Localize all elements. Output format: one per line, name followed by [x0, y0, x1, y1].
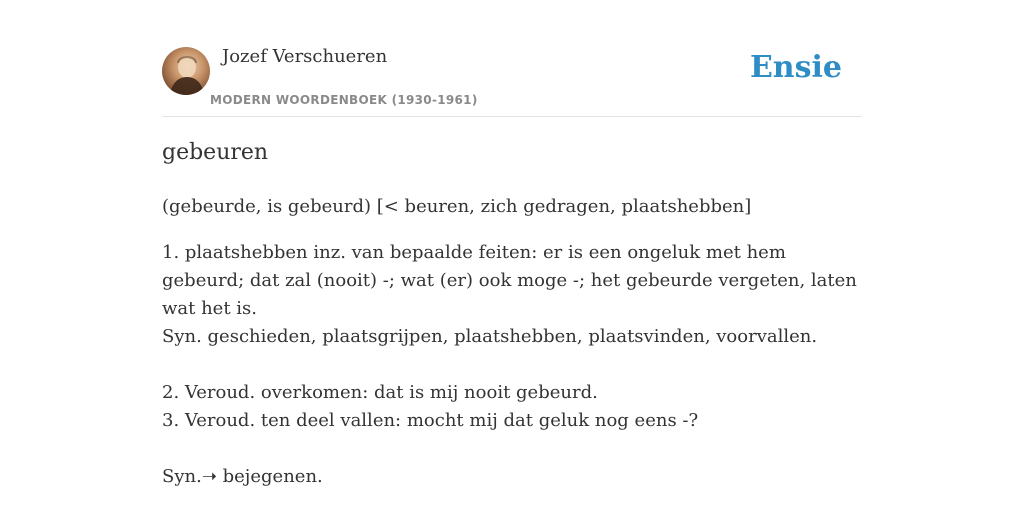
- author-portrait-icon: [162, 47, 210, 95]
- definition-1: 1. plaatshebben inz. van bepaalde feiten: er is een ongeluk met hem gebeurd; dat zal (nooit) -; wat (er) ook moge -; het gebeurde vergeten, laten wat het is.: [162, 242, 857, 319]
- synonyms-2: Syn.➝ bejegenen.: [162, 466, 323, 487]
- brand-logo[interactable]: Ensie: [749, 50, 842, 85]
- author-avatar[interactable]: [162, 47, 210, 95]
- author-name[interactable]: Jozef Verschueren: [222, 46, 388, 67]
- word-forms: (gebeurde, is gebeurd) [< beuren, zich gedragen, plaatshebben]: [162, 196, 752, 217]
- page-header: [162, 0, 862, 117]
- entry-page: [162, 0, 862, 487]
- definition-3: 3. Veroud. ten deel vallen: mocht mij dat geluk nog eens -?: [162, 410, 699, 431]
- headword: gebeuren: [162, 140, 269, 165]
- definition-2: 2. Veroud. overkomen: dat is mij nooit gebeurd.: [162, 382, 598, 403]
- synonyms-1: Syn. geschieden, plaatsgrijpen, plaatshebben, plaatsvinden, voorvallen.: [162, 326, 818, 347]
- source-name[interactable]: MODERN WOORDENBOEK (1930-1961): [210, 93, 478, 107]
